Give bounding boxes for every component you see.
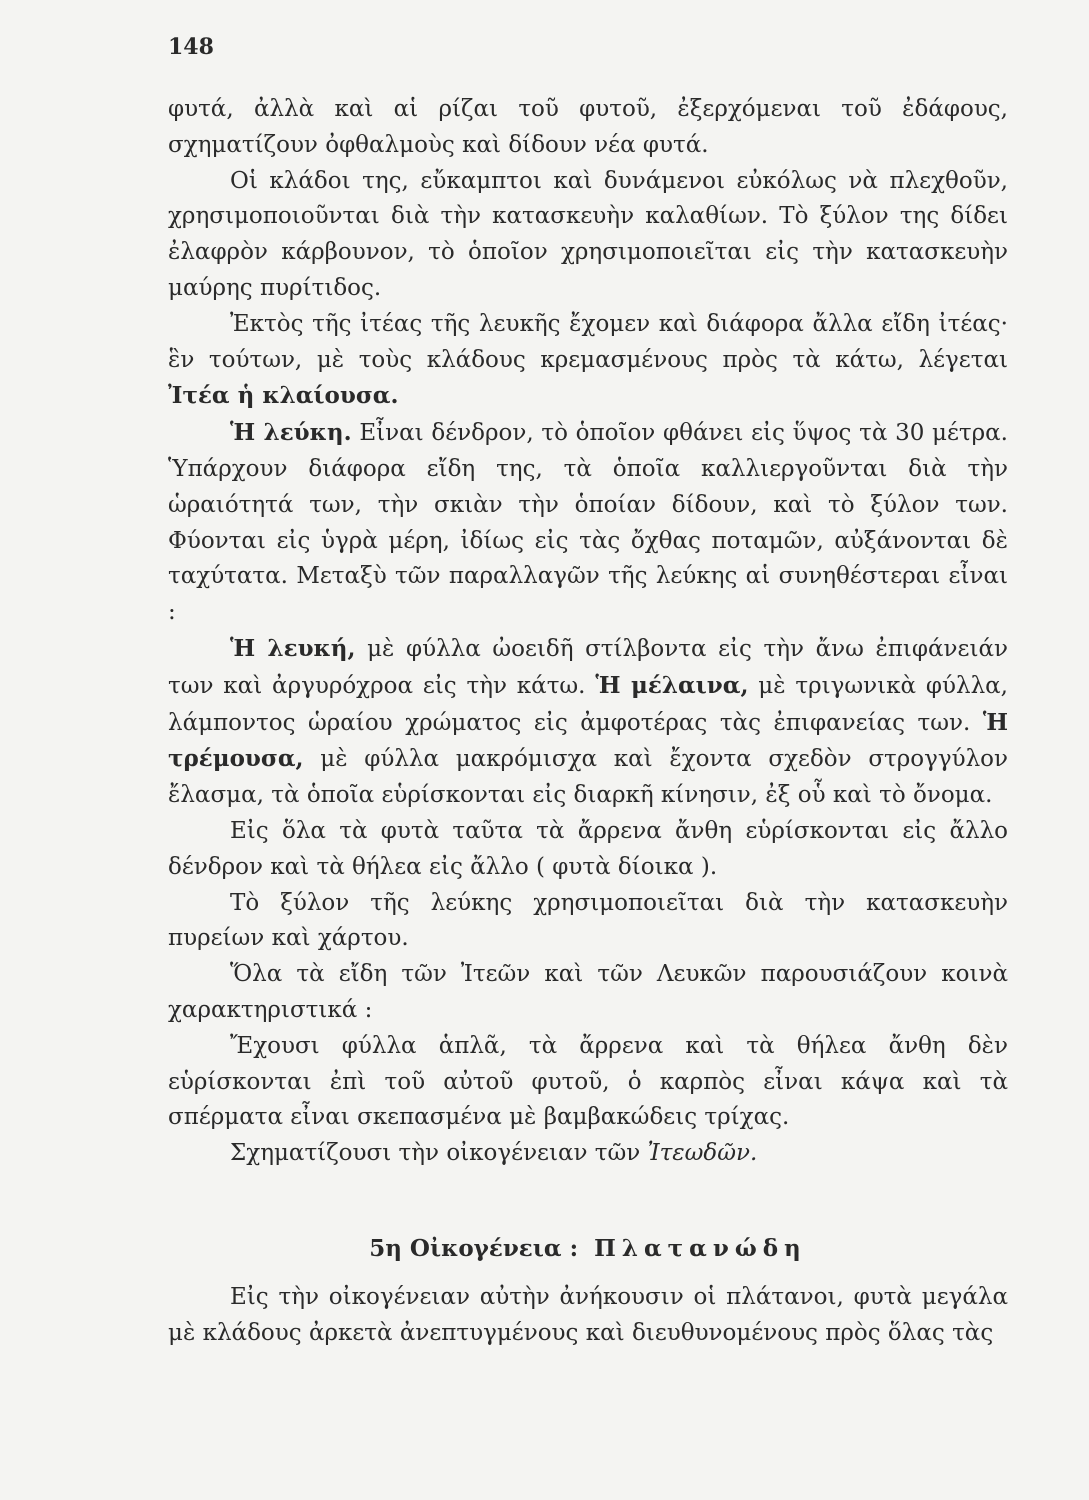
body-text	[168, 92, 1008, 1351]
term-aspen: Ἡ τρέμουσα,	[168, 708, 1008, 773]
paragraph-text: μὲ φύλλα ὠοειδῆ στίλβοντα εἰς τὴν ἄνω ἐπιφάνειάν των καὶ ἀργυρόχροα εἰς τὴν κάτω.	[168, 635, 1008, 699]
term-weeping-willow: Ἰτέα ἡ κλαίουσα.	[168, 382, 399, 410]
paragraph-poplar-wood: Τὸ ξύλον τῆς λεύκης χρησιμοποιεῖται διὰ τὴν κατασκευὴν πυρείων καὶ χάρτου.	[168, 889, 1008, 952]
term-black-poplar: Ἡ μέλαινα,	[595, 671, 749, 699]
term-family-itheodon: Ἰτεωδῶν.	[647, 1140, 758, 1167]
paragraph-common-traits: Ὅλα τὰ εἴδη τῶν Ἰτεῶν καὶ τῶν Λευκῶν παρουσιάζουν κοινὰ χαρακτηριστικά :	[168, 961, 1008, 1023]
paragraph-text: Σχηματίζουσι τὴν οἰκογένειαν τῶν	[230, 1140, 648, 1167]
paragraph-traits-list: Ἔχουσι φύλλα ἁπλᾶ, τὰ ἄρρενα καὶ τὰ θήλεα ἄνθη δὲν εὑρίσκονται ἐπὶ τοῦ αὐτοῦ φυτοῦ, ὁ καρπὸς εἶναι κάψα καὶ τὰ σπέρματα εἶναι σκεπασμένα μὲ βαμβακώδεις τρίχας.	[168, 1032, 1008, 1131]
paragraph-text: Εἶναι δένδρον, τὸ ὁποῖον φθάνει εἰς ὕψος τὰ 30 μέτρα. Ὑπάρχουν διάφορα εἴδη της, τὰ ὁποῖα καλλιεργοῦνται διὰ τὴν ὡραιότητά των, τὴν σκιὰν τὴν ὁποίαν δίδουν, καὶ τὸ ξύλον των. Φύονται εἰς ὑγρὰ μέρη, ἰδίως εἰς τὰς ὄχθας ποταμῶν, αὐξάνονται δὲ ταχύτατα. Μεταξὺ τῶν παραλλαγῶν τῆς λεύκης αἱ συνηθέστεραι εἶναι :	[168, 420, 1008, 626]
paragraph-poplar	[168, 415, 1008, 631]
paragraph-platanus: Εἰς τὴν οἰκογένειαν αὐτὴν ἀνήκουσιν οἱ πλάτανοι, φυτὰ μεγάλα μὲ κλάδους ἀρκετὰ ἀνεπτυγμένους καὶ διευθυνομένους πρὸς ὅλας τὰς	[168, 1283, 1008, 1346]
paragraph-poplar-varieties	[168, 631, 1008, 814]
paragraph-dioecious: Εἰς ὅλα τὰ φυτὰ ταῦτα τὰ ἄρρενα ἄνθη εὑρίσκονται εἰς ἄλλο δένδρον καὶ τὰ θήλεα εἰς ἄλλο ( φυτὰ δίοικα ).	[168, 817, 1008, 880]
heading-prefix: 5η Οἰκογένεια :	[369, 1234, 579, 1262]
paragraph-branches-use: Οἱ κλάδοι της, εὔκαμπτοι καὶ δυνάμενοι εὐκόλως νὰ πλεχθοῦν, χρησιμοποιοῦνται διὰ τὴν κατασκευὴν καλαθίων. Τὸ ξύλον της δίδει ἐλαφρὸν κάρβουνον, τὸ ὁποῖον χρησιμοποιεῖται εἰς τὴν κατασκευὴν μαύρης πυρίτιδος.	[168, 167, 1008, 301]
paragraph-family-name	[168, 1136, 1008, 1172]
heading-family-name: Πλατανώδη	[594, 1234, 807, 1262]
paragraph-text: μὲ τριγωνικὰ φύλλα, λάμποντος ὡραίου χρώματος εἰς ἀμφοτέρας τὰς ἐπιφανείας των.	[168, 672, 1008, 736]
page-number: 148	[168, 34, 214, 60]
paragraph-text: Ἐκτὸς τῆς ἰτέας τῆς λευκῆς ἔχομεν καὶ διάφορα ἄλλα εἴδη ἰτέας· ἓν τούτων, μὲ τοὺς κλάδους κρεμασμένους πρὸς τὰ κάτω, λέγεται	[168, 310, 1008, 373]
paragraph-continuation: φυτά, ἀλλὰ καὶ αἱ ρίζαι τοῦ φυτοῦ, ἐξερχόμεναι τοῦ ἐδάφους, σχηματίζουν ὀφθαλμοὺς καὶ δίδουν νέα φυτά.	[168, 96, 1008, 158]
term-white-poplar: Ἡ λευκή,	[230, 634, 356, 662]
paragraph-text: μὲ φύλλα μακρόμισχα καὶ ἔχοντα σχεδὸν στρογγύλον ἔλασμα, τὰ ὁποῖα εὑρίσκονται εἰς διαρκῆ κίνησιν, ἐξ οὗ καὶ τὸ ὄνομα.	[168, 746, 1008, 809]
paragraph-weeping-willow	[168, 307, 1008, 415]
section-heading	[168, 1231, 1008, 1267]
term-poplar: Ἡ λεύκη.	[230, 419, 352, 447]
